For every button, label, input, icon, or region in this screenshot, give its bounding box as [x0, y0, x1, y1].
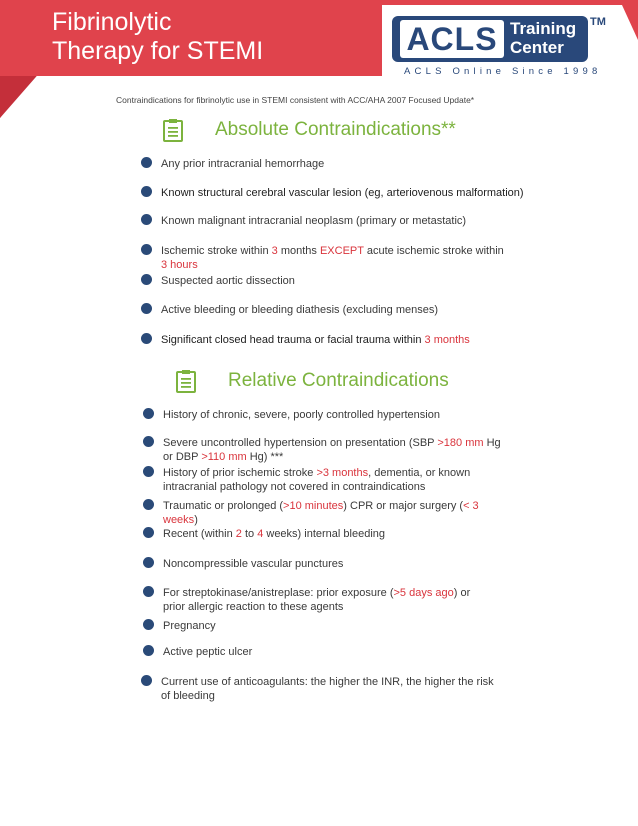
- relative-contraindication-item-text: [163, 586, 493, 614]
- relative-contraindication-item: [163, 586, 493, 614]
- relative-contraindication-item-text: [163, 645, 363, 659]
- absolute-contraindication-item: [161, 303, 561, 317]
- bullet-icon: [143, 557, 154, 568]
- bullet-icon: [141, 244, 152, 255]
- relative-contraindication-item: [161, 675, 496, 703]
- absolute-contraindication-item: [161, 214, 581, 228]
- relative-contraindication-item: [163, 619, 363, 633]
- bullet-icon: [141, 214, 152, 225]
- logo-training: Training: [510, 19, 577, 38]
- item-text-part: Significant closed head trauma or facial trauma within: [161, 334, 425, 346]
- item-text-part: Suspected aortic dissection: [161, 275, 295, 287]
- relative-contraindication-item-text: [161, 675, 496, 703]
- relative-contraindication-item: [163, 436, 508, 464]
- item-text-part: Known malignant intracranial neoplasm (primary or metastatic): [161, 215, 467, 227]
- highlight-text: >3 months: [316, 467, 369, 479]
- bullet-icon: [141, 186, 152, 197]
- relative-contraindication-item: [163, 466, 508, 494]
- highlight-text: 3: [271, 245, 278, 257]
- clipboard-icon: [161, 118, 185, 142]
- logo-box: [392, 16, 588, 62]
- relative-contraindication-item-text: [163, 557, 463, 571]
- title-line-2: Therapy for STEMI: [52, 37, 264, 65]
- absolute-heading: [161, 118, 456, 142]
- highlight-text: 2: [235, 528, 242, 540]
- bullet-icon: [143, 619, 154, 630]
- bullet-icon: [143, 586, 154, 597]
- item-text-part: Recent (within: [163, 528, 236, 540]
- highlight-text: >10 minutes: [283, 500, 344, 512]
- relative-contraindication-item-text: [163, 436, 508, 464]
- item-text-part: ) or prior allergic reaction to these agents: [163, 587, 471, 613]
- bullet-icon: [143, 466, 154, 477]
- absolute-heading-text: Absolute Contraindications**: [215, 119, 456, 140]
- item-text-part: Hg) ***: [246, 451, 284, 463]
- item-text-part: to: [241, 528, 258, 540]
- bullet-icon: [143, 645, 154, 656]
- relative-contraindication-item: [163, 557, 463, 571]
- item-text-part: Noncompressible vascular punctures: [163, 558, 344, 570]
- relative-contraindication-item: [163, 527, 463, 541]
- bullet-icon: [141, 157, 152, 168]
- bullet-icon: [143, 499, 154, 510]
- absolute-contraindication-item-text: [161, 303, 561, 317]
- bullet-icon: [143, 527, 154, 538]
- item-text-part: Any prior intracranial hemorrhage: [161, 158, 325, 170]
- bullet-icon: [141, 303, 152, 314]
- clipboard-icon: [174, 369, 198, 393]
- highlight-text: 3 hours: [161, 259, 198, 271]
- highlight-text: >5 days ago: [393, 587, 454, 599]
- relative-contraindication-item-text: [163, 619, 363, 633]
- item-text-part: For streptokinase/anistreplase: prior exposure (: [163, 587, 394, 599]
- item-text-part: months: [277, 245, 320, 257]
- absolute-contraindication-item-text: [161, 244, 506, 272]
- relative-contraindication-item-text: [163, 408, 563, 422]
- relative-contraindication-item: [163, 645, 363, 659]
- item-text-part: weeks) internal bleeding: [263, 528, 385, 540]
- logo-tagline: ACLS Online Since 1998: [404, 66, 602, 77]
- bullet-icon: [141, 675, 152, 686]
- item-text-part: Active bleeding or bleeding diathesis (excluding menses): [161, 304, 438, 316]
- logo-acls-text: ACLS: [400, 20, 504, 58]
- highlight-text: 3 months: [424, 334, 470, 346]
- item-text-part: History of prior ischemic stroke: [163, 467, 317, 479]
- relative-contraindication-item-text: [163, 527, 463, 541]
- highlight-text: EXCEPT: [319, 245, 364, 257]
- item-text-part: Active peptic ulcer: [163, 646, 253, 658]
- absolute-contraindication-item-text: [161, 157, 561, 171]
- item-text-part: ) CPR or major surgery (: [343, 500, 464, 512]
- relative-contraindication-item-text: [163, 499, 483, 527]
- highlight-text: >110 mm: [201, 451, 247, 463]
- item-text-part: acute ischemic stroke within: [363, 245, 504, 257]
- highlight-text: 4: [257, 528, 264, 540]
- acls-logo: [392, 16, 607, 80]
- logo-training-center: [510, 19, 586, 57]
- relative-contraindication-item: [163, 408, 563, 422]
- item-text-part: Hg or DBP: [163, 437, 501, 463]
- absolute-contraindication-item-text: [161, 214, 581, 228]
- item-text-part: Current use of anticoagulants: the higher the INR, the higher the risk of bleeding: [161, 676, 494, 702]
- logo-center: Center: [510, 38, 564, 57]
- logo-trademark: TM: [590, 16, 606, 28]
- highlight-text: >180 mm: [437, 437, 484, 449]
- item-text-part: Known structural cerebral vascular lesion (eg, arteriovenous malformation): [161, 187, 524, 199]
- absolute-contraindication-item: [161, 157, 561, 171]
- relative-contraindication-item: [163, 499, 483, 527]
- absolute-contraindication-item-text: [161, 186, 581, 200]
- item-text-part: , dementia, or known intracranial pathology not covered in contraindications: [163, 467, 471, 493]
- absolute-contraindication-item: [161, 186, 581, 200]
- absolute-contraindication-item: [161, 244, 506, 272]
- bullet-icon: [143, 436, 154, 447]
- page-subtitle: Contraindications for fibrinolytic use in STEMI consistent with ACC/AHA 2007 Focused Update*: [116, 95, 475, 105]
- bullet-icon: [143, 408, 154, 419]
- page-title: [52, 8, 263, 66]
- item-text-part: History of chronic, severe, poorly controlled hypertension: [163, 409, 440, 421]
- bullet-icon: [141, 333, 152, 344]
- absolute-contraindication-item: [161, 333, 561, 347]
- absolute-contraindication-item: [161, 274, 561, 288]
- item-text-part: Ischemic stroke within: [161, 245, 272, 257]
- relative-heading: [174, 369, 449, 393]
- relative-heading-text: Relative Contraindications: [228, 370, 449, 391]
- highlight-text: < 3 weeks: [163, 500, 479, 526]
- bullet-icon: [141, 274, 152, 285]
- item-text-part: Pregnancy: [163, 620, 216, 632]
- title-line-1: Fibrinolytic: [52, 8, 172, 36]
- absolute-contraindication-item-text: [161, 274, 561, 288]
- absolute-contraindication-item-text: [161, 333, 561, 347]
- item-text-part: Severe uncontrolled hypertension on presentation (SBP: [163, 437, 438, 449]
- relative-contraindication-item-text: [163, 466, 508, 494]
- item-text-part: Traumatic or prolonged (: [163, 500, 284, 512]
- item-text-part: ): [194, 514, 198, 526]
